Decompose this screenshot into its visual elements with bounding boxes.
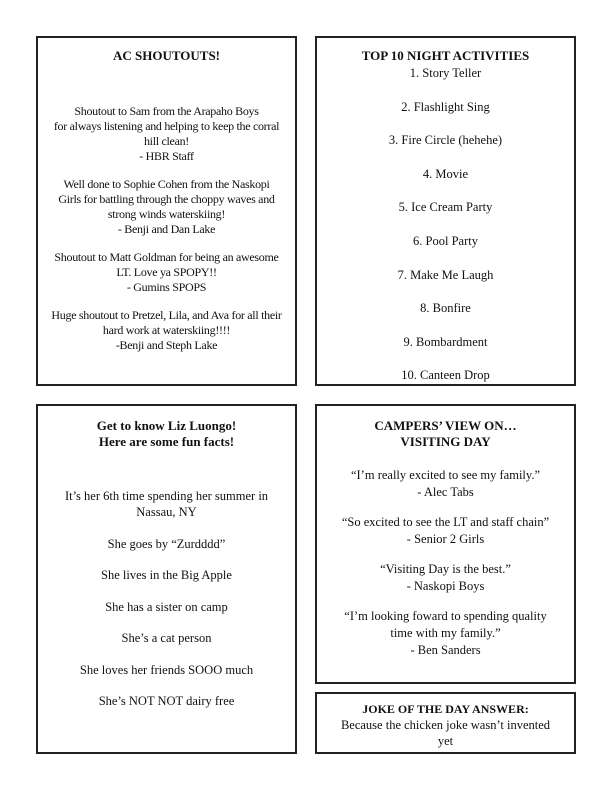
quote-author: - Ben Sanders <box>410 643 481 657</box>
top10-box <box>315 36 576 386</box>
shoutout-item: Shoutout to Matt Goldman for being an awesome LT. Love ya SPOPY!! - Gumins SPOPS <box>36 250 297 295</box>
joke-title: JOKE OF THE DAY ANSWER: <box>362 702 529 716</box>
shoutout-item: Well done to Sophie Cohen from the Naskopi Girls for battling through the choppy waves and strong winds waterskiing! - Benji and Dan Lake <box>36 177 297 237</box>
shoutout-signature: - Benji and Dan Lake <box>117 222 216 236</box>
liz-fact: She lives in the Big Apple <box>101 568 232 582</box>
shoutout-item: Huge shoutout to Pretzel, Lila, and Ava for all their hard work at waterskiing!!!! -Benji and Steph Lake <box>36 308 297 353</box>
top10-item: 1. Story Teller <box>409 66 482 80</box>
camper-quote: “So excited to see the LT and staff chain” - Senior 2 Girls <box>317 514 574 548</box>
liz-fact: She loves her friends SOOO much <box>79 662 254 677</box>
top10-item: 10. Canteen Drop <box>401 368 490 383</box>
top10-item: 3. Fire Circle (hehehe) <box>388 133 503 148</box>
shoutouts-title: AC SHOUTOUTS! <box>112 48 221 63</box>
camper-quote: “I’m looking foward to spending quality time with my family.” - Ben Sanders <box>317 608 574 659</box>
top10-item: 6. Pool Party <box>413 233 478 248</box>
liz-title-line2: Here are some fun facts! <box>98 434 235 449</box>
liz-fact: She’s NOT NOT dairy free <box>98 694 235 708</box>
joke-answer-line: Because the chicken joke wasn’t invented <box>340 718 551 732</box>
liz-fact: She goes by “Zurdddd” <box>107 536 226 551</box>
campers-title-line2: VISITING DAY <box>400 434 491 449</box>
top10-title: TOP 10 NIGHT ACTIVITIES <box>361 48 530 63</box>
top10-item: 8. Bonfire <box>420 301 471 316</box>
shoutout-signature: - Gumins SPOPS <box>126 280 207 294</box>
shoutouts-box <box>36 36 297 386</box>
camper-quote: “I’m really excited to see my family.” - Alec Tabs <box>317 467 574 501</box>
shoutout-item: Shoutout to Sam from the Arapaho Boys for always listening and helping to keep the corral hill clean! - HBR Staff <box>36 104 297 164</box>
liz-title-line1: Get to know Liz Luongo! <box>96 418 237 433</box>
joke-answer-line: yet <box>437 734 454 748</box>
liz-fact: It’s her 6th time spending her summer in Nassau, NY <box>64 489 269 519</box>
top10-item: 2. Flashlight Sing <box>401 99 490 114</box>
quote-author: - Naskopi Boys <box>406 579 485 593</box>
liz-facts-box <box>36 404 297 754</box>
liz-fact: She’s a cat person <box>121 631 212 645</box>
camper-quote: “Visiting Day is the best.” - Naskopi Boys <box>317 561 574 595</box>
top10-item: 9. Bombardment <box>403 334 488 349</box>
shoutout-signature: -Benji and Steph Lake <box>115 338 218 352</box>
top10-item: 5. Ice Cream Party <box>398 200 493 215</box>
campers-title-line1: CAMPERS’ VIEW ON… <box>374 418 517 433</box>
liz-fact: She has a sister on camp <box>105 599 228 614</box>
joke-box <box>315 692 576 754</box>
campers-view-box <box>315 404 576 684</box>
shoutout-signature: - HBR Staff <box>139 149 194 163</box>
top10-item: 7. Make Me Laugh <box>397 267 494 282</box>
quote-author: - Senior 2 Girls <box>406 532 485 546</box>
quote-author: - Alec Tabs <box>417 485 474 499</box>
top10-item: 4. Movie <box>422 166 469 181</box>
